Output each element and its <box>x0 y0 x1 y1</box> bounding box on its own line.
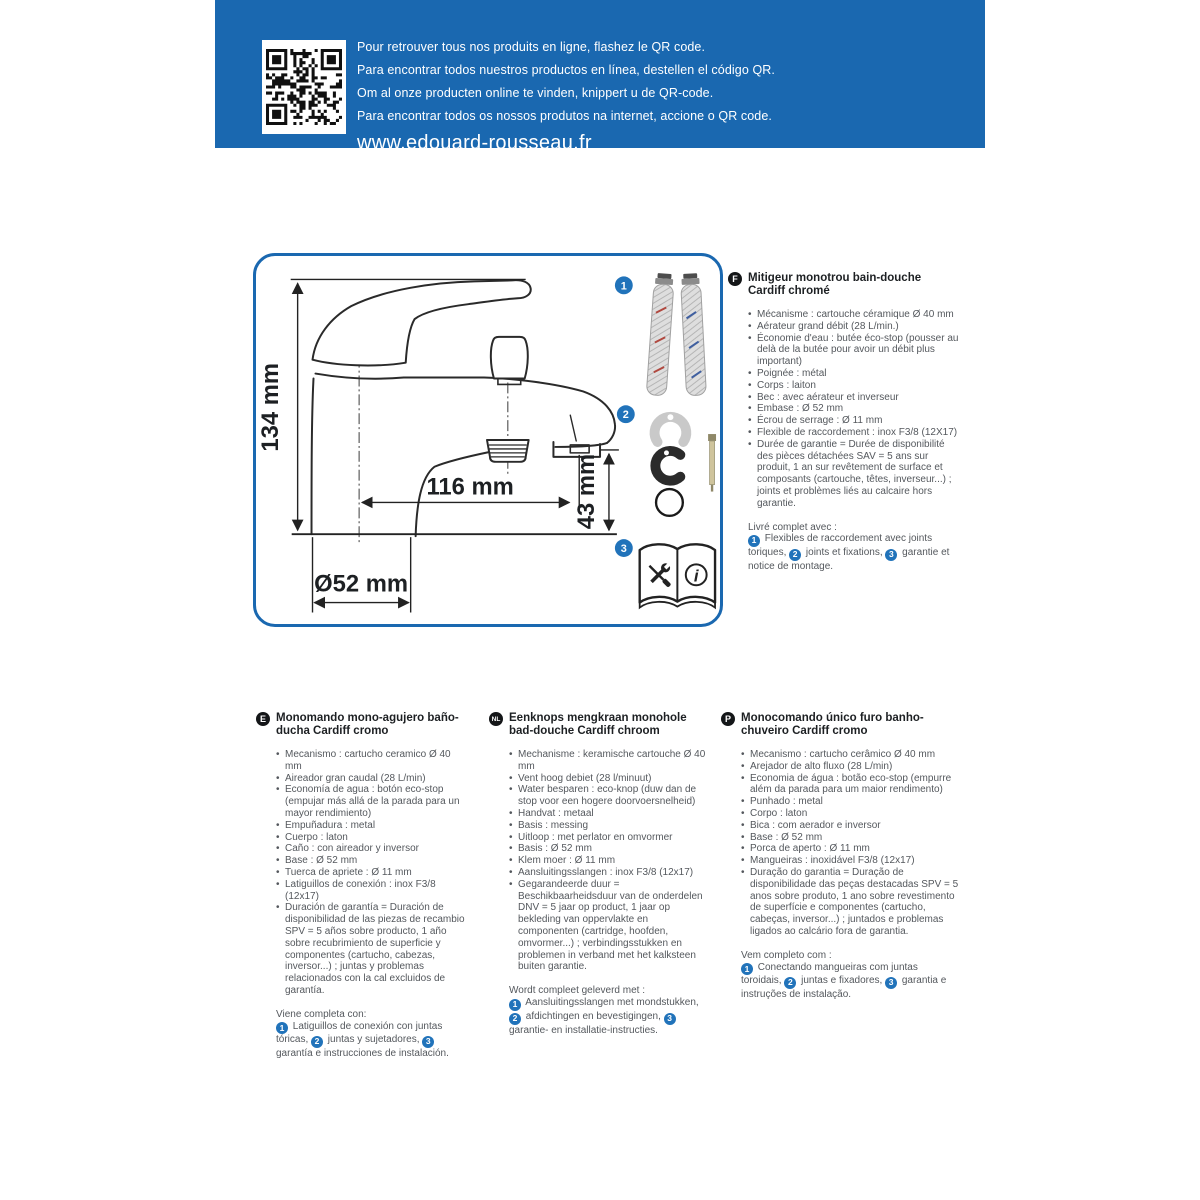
banner-line: Para encontrar todos os nossos produtos na internet, accione o QR code. <box>357 109 772 123</box>
svg-text:1: 1 <box>620 280 627 293</box>
spec-list-fr <box>748 309 960 510</box>
spec-bullet: • Durée de garantie = Durée de disponibilité des pièces détachées SAV = 5 ans sur produit, 1 an sur revêtement de surface et composants (cartouche, têtes, inverseur...) ; joints et problèmes liés au calcaire hors garantie. <box>748 439 960 510</box>
diverter-knob <box>491 337 528 385</box>
spec-bullet: • Mecanismo : cartucho ceramico Ø 40 mm <box>276 749 470 773</box>
language-badge-pt: P <box>721 712 735 726</box>
spec-bullet: • Embase : Ø 52 mm <box>748 403 960 415</box>
spec-bullet: • Economia de água : botão eco-stop (empurre além da parada para um maior rendimento) <box>741 773 959 797</box>
spec-bullet: • Base : Ø 52 mm <box>741 832 959 844</box>
spec-bullet: • Duración de garantía = Duración de disponibilidad de las piezas de recambio SPV = 5 años sobre producto, 1 año sobre recubrimiento de superficie y componentes (cartucho, cabezas, inversor...) ; juntas y problemas relacionados con la cal excluidos de garantía. <box>276 902 470 996</box>
delivery-info-nl <box>509 985 709 1036</box>
banner-line: Para encontrar todos nuestros productos en línea, destellen el código QR. <box>357 63 775 77</box>
spec-bullet: • Mangueiras : inoxidável F3/8 (12x17) <box>741 855 959 867</box>
language-badge-es: E <box>256 712 270 726</box>
delivery-text: 1 Flexibles de raccordement avec joints toriques, 2 joints et fixations, 3 garantie et notice de montage. <box>748 533 950 573</box>
spec-bullet: • Duração do garantia = Duração de disponibilidade das peças destacadas SPV = 5 anos sobre produto, 1 ano sobre revestimento de superfície e componentes (cartucho, cabeças, inversor...) ; juntados e problemas ligados ao calcário fora de garantia. <box>741 867 959 938</box>
technical-diagram-box <box>253 253 723 627</box>
section-title-es: Monomando mono-agujero baño-ducha Cardiff cromo <box>276 712 459 737</box>
qr-banner <box>215 0 985 154</box>
spec-bullet: • Porca de aperto : Ø 11 mm <box>741 843 959 855</box>
spec-bullet: • Cuerpo : laton <box>276 832 470 844</box>
spec-bullet: • Handvat : metaal <box>509 808 709 820</box>
spec-bullet: • Uitloop : met perlator en omvormer <box>509 832 709 844</box>
spec-bullet: • Basis : messing <box>509 820 709 832</box>
delivery-info-fr <box>748 522 960 573</box>
spec-bullet: • Economía de agua : botón eco-stop (empujar más allá de la parada para un mayor rendimiento) <box>276 784 470 819</box>
delivery-step-number: 3 <box>885 977 897 989</box>
delivery-intro: Wordt compleet geleverd met : <box>509 985 645 997</box>
qr-code <box>262 40 346 134</box>
dim-length-label: 116 mm <box>426 473 514 501</box>
spec-bullet: • Poignée : métal <box>748 368 960 380</box>
language-badge-nl: NL <box>489 712 503 726</box>
banner-line: Pour retrouver tous nos produits en ligne, flashez le QR code. <box>357 40 706 54</box>
spec-bullet: • Vent hoog debiet (28 l/minuut) <box>509 773 709 785</box>
delivery-text: 1 Conectando mangueiras com juntas toroidais, 2 juntas e fixadores, 3 garantia e instruções de instalação. <box>741 961 947 1001</box>
section-title-fr: Mitigeur monotrou bain-douche Cardiff chromé <box>748 272 922 297</box>
faucet-body <box>312 374 616 537</box>
spec-bullet: • Mécanisme : cartouche céramique Ø 40 mm <box>748 309 960 321</box>
faucet-diagram <box>256 256 720 624</box>
dim-spout-height-label: 43 mm <box>573 453 601 530</box>
spec-bullet: • Caño : con aireador y inversor <box>276 843 470 855</box>
section-french <box>728 272 960 573</box>
spec-bullet: • Base : Ø 52 mm <box>276 855 470 867</box>
spec-list-es <box>276 749 470 997</box>
svg-text:3: 3 <box>620 543 627 556</box>
item-1-chip <box>615 276 633 294</box>
spec-bullet: • Mecanismo : cartucho cerâmico Ø 40 mm <box>741 749 959 761</box>
spec-bullet: • Économie d'eau : butée éco-stop (pousser au delà de la butée pour avoir un débit plus important) <box>748 333 960 368</box>
item-3-chip <box>615 539 633 557</box>
flexible-hoses-illustration <box>646 273 706 396</box>
spec-list-pt <box>741 749 959 938</box>
spec-bullet: • Latiguillos de conexión : inox F3/8 (12x17) <box>276 879 470 903</box>
delivery-step-number: 3 <box>885 549 897 561</box>
delivery-text: 1 Aansluitingsslangen met mondstukken, 2 afdichtingen en bevestigingen, 3 garantie- en installatie-instructies. <box>509 996 699 1036</box>
dim-base-label: Ø52 mm <box>314 570 409 598</box>
spec-bullet: • Punhado : metal <box>741 796 959 808</box>
svg-text:2: 2 <box>622 409 629 422</box>
spec-bullet: • Basis : Ø 52 mm <box>509 843 709 855</box>
banner-text <box>357 36 775 155</box>
spec-bullet: • Tuerca de apriete : Ø 11 mm <box>276 867 470 879</box>
spec-bullet: • Aireador gran caudal (28 L/min) <box>276 773 470 785</box>
delivery-step-number: 2 <box>789 549 801 561</box>
aerator <box>487 440 529 462</box>
spec-bullet: • Corps : laiton <box>748 380 960 392</box>
spec-bullet: • Arejador de alto fluxo (28 L/min) <box>741 761 959 773</box>
website-url: www.edouard-rousseau.fr <box>357 132 592 154</box>
spec-bullet: • Gegarandeerde duur = Beschikbaarheidsduur van de onderdelen DNV = 5 jaar op product, 1 jaar op bekleding van oppervlakte en componenten (cartridge, hoofden, omvormer...) ; verbindingsstukken en problemen in verband met het kalksteen buiten garantie. <box>509 879 709 973</box>
manual-book-icon <box>640 544 715 607</box>
qr-code-image <box>266 49 342 125</box>
language-badge-fr: F <box>728 272 742 286</box>
spec-bullet: • Aansluitingsslangen : inox F3/8 (12x17) <box>509 867 709 879</box>
section-portuguese <box>721 712 959 1001</box>
delivery-step-number: 1 <box>748 535 760 547</box>
delivery-step-number: 2 <box>509 1013 521 1025</box>
spec-bullet: • Écrou de serrage : Ø 11 mm <box>748 415 960 427</box>
seals-and-fixings-illustration <box>655 414 716 516</box>
delivery-step-number: 3 <box>422 1036 434 1048</box>
delivery-text: 1 Latiguillos de conexión con juntas tóricas, 2 juntas y sujetadores, 3 garantía e instrucciones de instalación. <box>276 1020 449 1060</box>
spec-bullet: • Klem moer : Ø 11 mm <box>509 855 709 867</box>
spec-list-nl <box>509 749 709 973</box>
banner-line: Om al onze producten online te vinden, knippert u de QR-code. <box>357 86 714 100</box>
delivery-step-number: 2 <box>311 1036 323 1048</box>
delivery-step-number: 3 <box>664 1013 676 1025</box>
centerlines <box>359 345 508 544</box>
spec-bullet: • Flexible de raccordement : inox F3/8 (12X17) <box>748 427 960 439</box>
banner-lines <box>357 36 775 128</box>
spec-bullet: • Water besparen : eco-knop (duw dan de stop voor een hogere doorvoersnelheid) <box>509 784 709 808</box>
section-spanish <box>256 712 470 1060</box>
spec-bullet: • Mechanisme : keramische cartouche Ø 40 mm <box>509 749 709 773</box>
delivery-step-number: 2 <box>784 977 796 989</box>
section-title-nl: Eenknops mengkraan monohole bad-douche Cardiff chroom <box>509 712 687 737</box>
delivery-intro: Livré complet avec : <box>748 521 837 533</box>
spec-bullet: • Bica : com aerador e inversor <box>741 820 959 832</box>
spec-bullet: • Corpo : laton <box>741 808 959 820</box>
delivery-step-number: 1 <box>741 963 753 975</box>
spec-bullet: • Aérateur grand débit (28 L/min.) <box>748 321 960 333</box>
spec-bullet: • Empuñadura : metal <box>276 820 470 832</box>
spec-bullet: • Bec : avec aérateur et inverseur <box>748 392 960 404</box>
delivery-intro: Viene completa con: <box>276 1008 367 1020</box>
delivery-info-es <box>276 1009 470 1060</box>
delivery-info-pt <box>741 950 959 1001</box>
delivery-intro: Vem completo com : <box>741 949 832 961</box>
svg-text:i: i <box>693 566 699 586</box>
delivery-step-number: 1 <box>276 1022 288 1034</box>
delivery-step-number: 1 <box>509 999 521 1011</box>
section-dutch <box>489 712 709 1037</box>
section-title-pt: Monocomando único furo banho-chuveiro Cardiff cromo <box>741 712 924 737</box>
dim-height-label: 134 mm <box>256 362 284 452</box>
item-2-chip <box>617 405 635 423</box>
